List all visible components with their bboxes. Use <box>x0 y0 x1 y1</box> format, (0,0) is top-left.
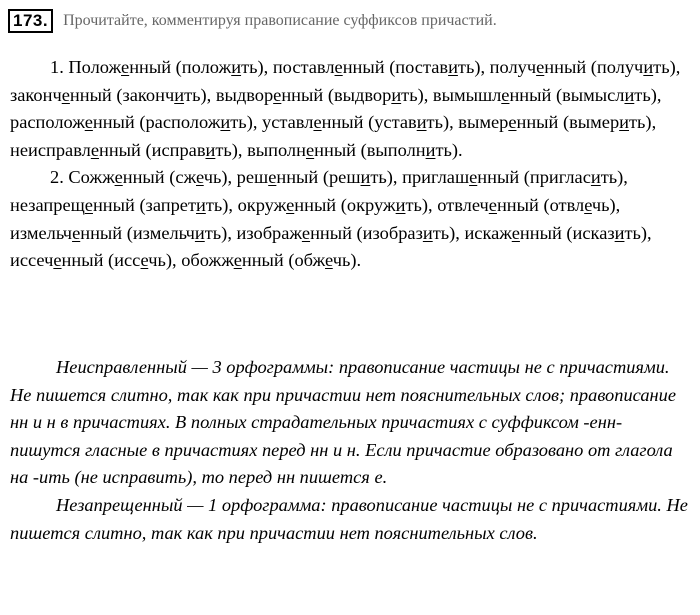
text-run: , приглаш <box>392 167 470 188</box>
underlined-letter: е <box>325 250 333 271</box>
verb-run: (запрет <box>139 194 196 215</box>
text-run: нный <box>276 167 323 188</box>
text-run: , иссеч <box>10 222 652 271</box>
underlined-letter: е <box>90 139 99 160</box>
verb-run: чь) <box>148 250 173 271</box>
verb-run: ть) <box>426 112 450 133</box>
underlined-letter: и <box>391 84 402 105</box>
underlined-letter: и <box>448 57 458 77</box>
verb-run: ть) <box>230 112 253 133</box>
underlined-letter: е <box>584 194 592 215</box>
verb-run: (приглас <box>523 167 591 188</box>
text-run: , неисправл <box>10 112 657 160</box>
underlined-letter: е <box>84 112 93 133</box>
exercise-text <box>10 54 690 275</box>
text-run: , располож <box>10 84 662 133</box>
comment-paragraph-2: Незапрещенный — 1 орфограмма: правописание частицы не с причастиями. Не пишется слитно, так как при причастии нет пояснительных слов. <box>10 494 688 543</box>
text-run: . <box>356 250 362 271</box>
underlined-letter: и <box>205 139 216 160</box>
text-run: , обожж <box>172 250 234 271</box>
text-run: нный <box>92 112 140 133</box>
underlined-letter: и <box>590 167 601 188</box>
underlined-letter: и <box>425 139 436 160</box>
text-run: нный <box>477 167 524 188</box>
underlined-letter: и <box>220 112 231 133</box>
text-run: нный <box>92 194 140 215</box>
verb-run: (законч <box>116 84 175 105</box>
verb-run: (обж <box>288 250 326 271</box>
text-run: . <box>458 139 463 160</box>
verb-run: ть) <box>600 167 624 188</box>
underlined-letter: е <box>53 250 62 271</box>
text-run: , вымышл <box>423 84 502 105</box>
verb-run: (выдвор <box>327 84 392 105</box>
text-run: , выполн <box>237 139 306 160</box>
underlined-letter: е <box>511 222 520 243</box>
verb-run: ть) <box>215 139 238 160</box>
underlined-letter: и <box>174 84 185 105</box>
text-run: нный <box>544 57 591 77</box>
verb-run: ть) <box>204 222 228 243</box>
text-run: , уставл <box>252 112 314 133</box>
text-run: нный <box>519 222 567 243</box>
verb-run: (выполн <box>360 139 426 160</box>
text-run: нный <box>281 84 328 105</box>
underlined-letter: е <box>140 250 149 271</box>
underlined-letter: е <box>121 57 130 77</box>
verb-run: ть) <box>401 84 424 105</box>
verb-run: (получ <box>590 57 644 77</box>
text-run: нный <box>516 112 563 133</box>
text-run: нный <box>122 167 170 188</box>
underlined-letter: и <box>624 84 635 105</box>
text-run: 2. Сожж <box>50 167 115 188</box>
underlined-letter: е <box>508 112 517 133</box>
verb-run: ть) <box>405 194 429 215</box>
verb-run: (отвл <box>543 194 585 215</box>
verb-run: ть) <box>205 194 229 215</box>
verb-run: (исправ <box>145 139 206 160</box>
underlined-letter: е <box>313 112 322 133</box>
underlined-letter: е <box>61 84 70 105</box>
exercise-item-2 <box>10 164 690 274</box>
exercise-header <box>8 9 497 33</box>
text-run: , законч <box>10 57 681 105</box>
exercise-item-1 <box>10 54 690 164</box>
underlined-letter: е <box>501 84 510 105</box>
verb-run: (окруж <box>340 194 396 215</box>
comment-block <box>10 354 690 547</box>
underlined-letter: е <box>233 250 242 271</box>
verb-run: (вымысл <box>555 84 625 105</box>
task-instruction: Прочитайте, комментируя правописание суффиксов причастий. <box>63 12 497 29</box>
underlined-letter: е <box>72 222 81 243</box>
underlined-letter: и <box>194 222 205 243</box>
verb-run: ть) <box>624 222 648 243</box>
text-run: нный <box>310 222 357 243</box>
underlined-letter: е <box>488 194 497 215</box>
underlined-letter: и <box>231 57 242 77</box>
verb-run: ть) <box>435 139 459 160</box>
underlined-letter: е <box>469 167 478 188</box>
text-run: нный <box>80 222 127 243</box>
verb-run: (исс <box>108 250 141 271</box>
verb-run: ть) <box>629 112 652 133</box>
text-run: нный <box>241 250 289 271</box>
verb-run: (постав <box>389 57 449 77</box>
underlined-letter: и <box>416 112 427 133</box>
verb-run: (измельч <box>126 222 195 243</box>
text-run: , искаж <box>455 222 512 243</box>
underlined-letter: е <box>268 167 277 188</box>
text-run: нный <box>294 194 341 215</box>
comment-paragraph-1: Неисправленный — 3 орфограммы: правописание частицы не с причастиями. Не пишется слитно, так как при причастии нет пояснительных слов; правописание нн и н в причастиях. В полных страдательных причастиях с суффиксом -енн- пишутся гласные в причастиях перед нн и н. Если причастие образовано от глагола на -ить (не исправить), то перед нн пишется е. <box>10 357 677 488</box>
underlined-letter: и <box>422 222 433 243</box>
verb-run: (сж <box>169 167 196 188</box>
verb-run: ть) <box>432 222 456 243</box>
underlined-letter: и <box>643 57 654 77</box>
underlined-letter: е <box>301 222 311 243</box>
verb-run: (вымер <box>562 112 620 133</box>
underlined-letter: е <box>536 57 545 77</box>
text-run: , незапрещ <box>10 167 628 215</box>
verb-run: (полож <box>175 57 232 77</box>
text-run: , реш <box>227 167 269 188</box>
text-run: нный <box>129 57 176 77</box>
verb-run: чь) <box>332 250 357 271</box>
verb-run: чь) <box>591 194 616 215</box>
text-run: нный <box>509 84 556 105</box>
text-run: , изображ <box>227 222 302 243</box>
underlined-letter: е <box>334 57 343 77</box>
text-run: нный <box>99 139 146 160</box>
verb-run: ть) <box>634 84 657 105</box>
verb-run: ть) <box>184 84 207 105</box>
text-run: нный <box>69 84 117 105</box>
verb-run: (изобраз <box>356 222 423 243</box>
underlined-letter: и <box>395 194 406 215</box>
text-run: нный <box>496 194 544 215</box>
text-run: 1. Полож <box>50 57 122 77</box>
underlined-letter: е <box>196 167 204 188</box>
verb-run: ть) <box>241 57 264 77</box>
text-run: , выдвор <box>206 84 274 105</box>
underlined-letter: и <box>195 194 206 215</box>
text-run: нный <box>321 112 369 133</box>
underlined-letter: е <box>114 167 123 188</box>
text-run: нный <box>342 57 390 77</box>
verb-run: ть) <box>370 167 393 188</box>
underlined-letter: е <box>286 194 295 215</box>
verb-run: чь) <box>203 167 228 188</box>
text-run: , поставл <box>263 57 335 77</box>
text-run: , измельч <box>10 194 621 243</box>
verb-run: (реш <box>322 167 361 188</box>
text-run: нный <box>61 250 109 271</box>
verb-run: ть) <box>653 57 676 77</box>
underlined-letter: и <box>619 112 629 133</box>
verb-run: (исказ <box>566 222 615 243</box>
text-run: нный <box>314 139 361 160</box>
underlined-letter: и <box>614 222 625 243</box>
underlined-letter: и <box>360 167 371 188</box>
underlined-letter: е <box>273 84 282 105</box>
verb-run: (устав <box>368 112 417 133</box>
text-run: , окруж <box>228 194 287 215</box>
verb-run: (располож <box>139 112 221 133</box>
verb-run: ть) <box>457 57 481 77</box>
underlined-letter: е <box>84 194 93 215</box>
text-run: , получ <box>480 57 537 77</box>
exercise-number: 173. <box>8 9 53 33</box>
text-run: , отвлеч <box>428 194 489 215</box>
underlined-letter: е <box>305 139 315 160</box>
text-run: , вымер <box>449 112 509 133</box>
